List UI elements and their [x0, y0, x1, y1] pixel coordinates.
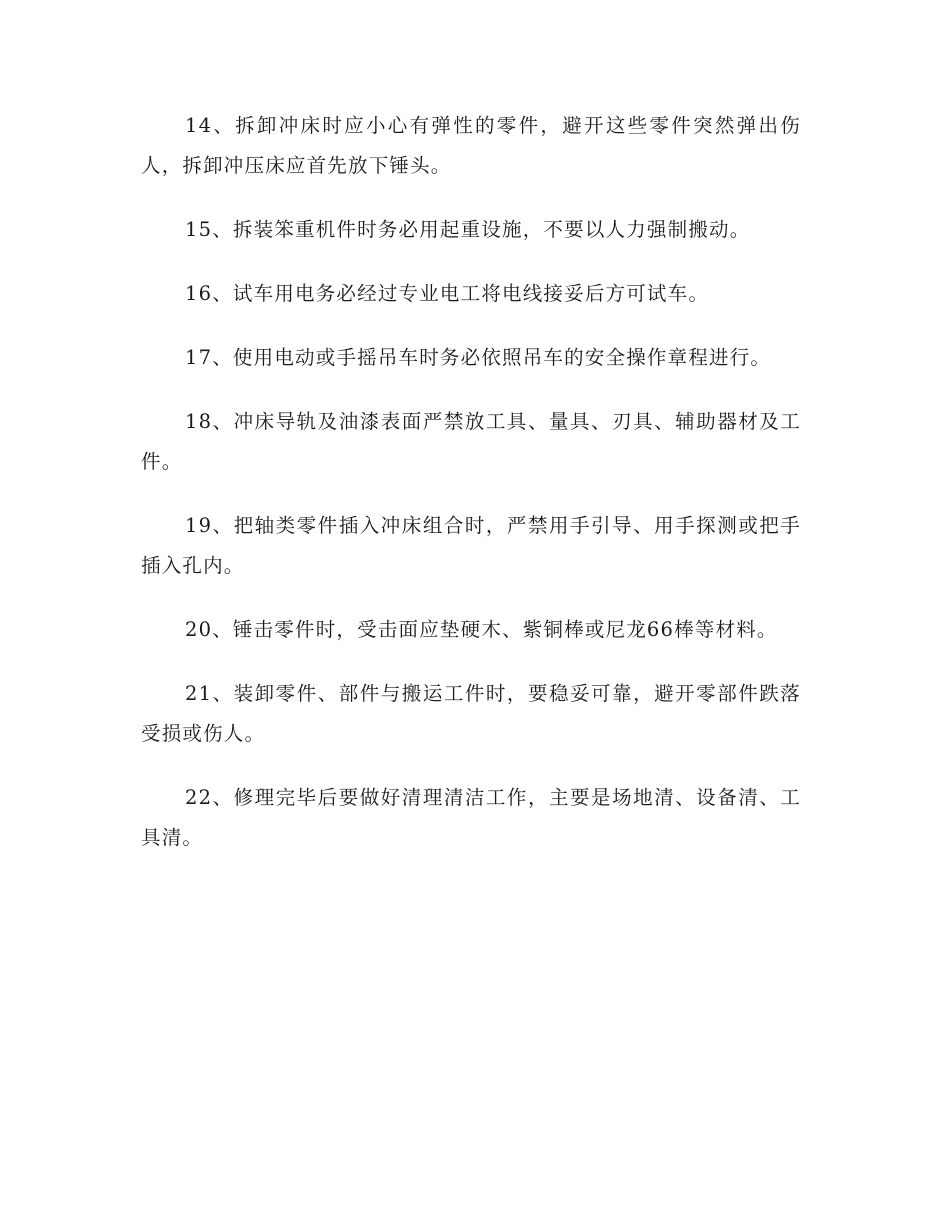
paragraph-17: 17、使用电动或手摇吊车时务必依照吊车的安全操作章程进行。	[185, 346, 772, 369]
document-body	[141, 106, 801, 882]
paragraph-18: 18、冲床导轨及油漆表面严禁放工具、量具、刃具、辅助器材及工件。	[141, 410, 801, 473]
paragraph-15: 15、拆装笨重机件时务必用起重设施，不要以人力强制搬动。	[185, 218, 751, 241]
paragraph-16: 16、试车用电务必经过专业电工将电线接妥后方可试车。	[185, 282, 710, 305]
paragraph-14: 14、拆卸冲床时应小心有弹性的零件，避开这些零件突然弹出伤人，拆卸冲压床应首先放下锤头。	[141, 114, 801, 177]
paragraph-22: 22、修理完毕后要做好清理清洁工作，主要是场地清、设备清、工具清。	[141, 786, 801, 849]
paragraph-21: 21、装卸零件、部件与搬运工件时，要稳妥可靠，避开零部件跌落受损或伤人。	[141, 682, 801, 745]
paragraph-20: 20、锤击零件时，受击面应垫硬木、紫铜棒或尼龙66棒等材料。	[185, 618, 778, 641]
paragraph-19: 19、把轴类零件插入冲床组合时，严禁用手引导、用手探测或把手插入孔内。	[141, 514, 801, 577]
